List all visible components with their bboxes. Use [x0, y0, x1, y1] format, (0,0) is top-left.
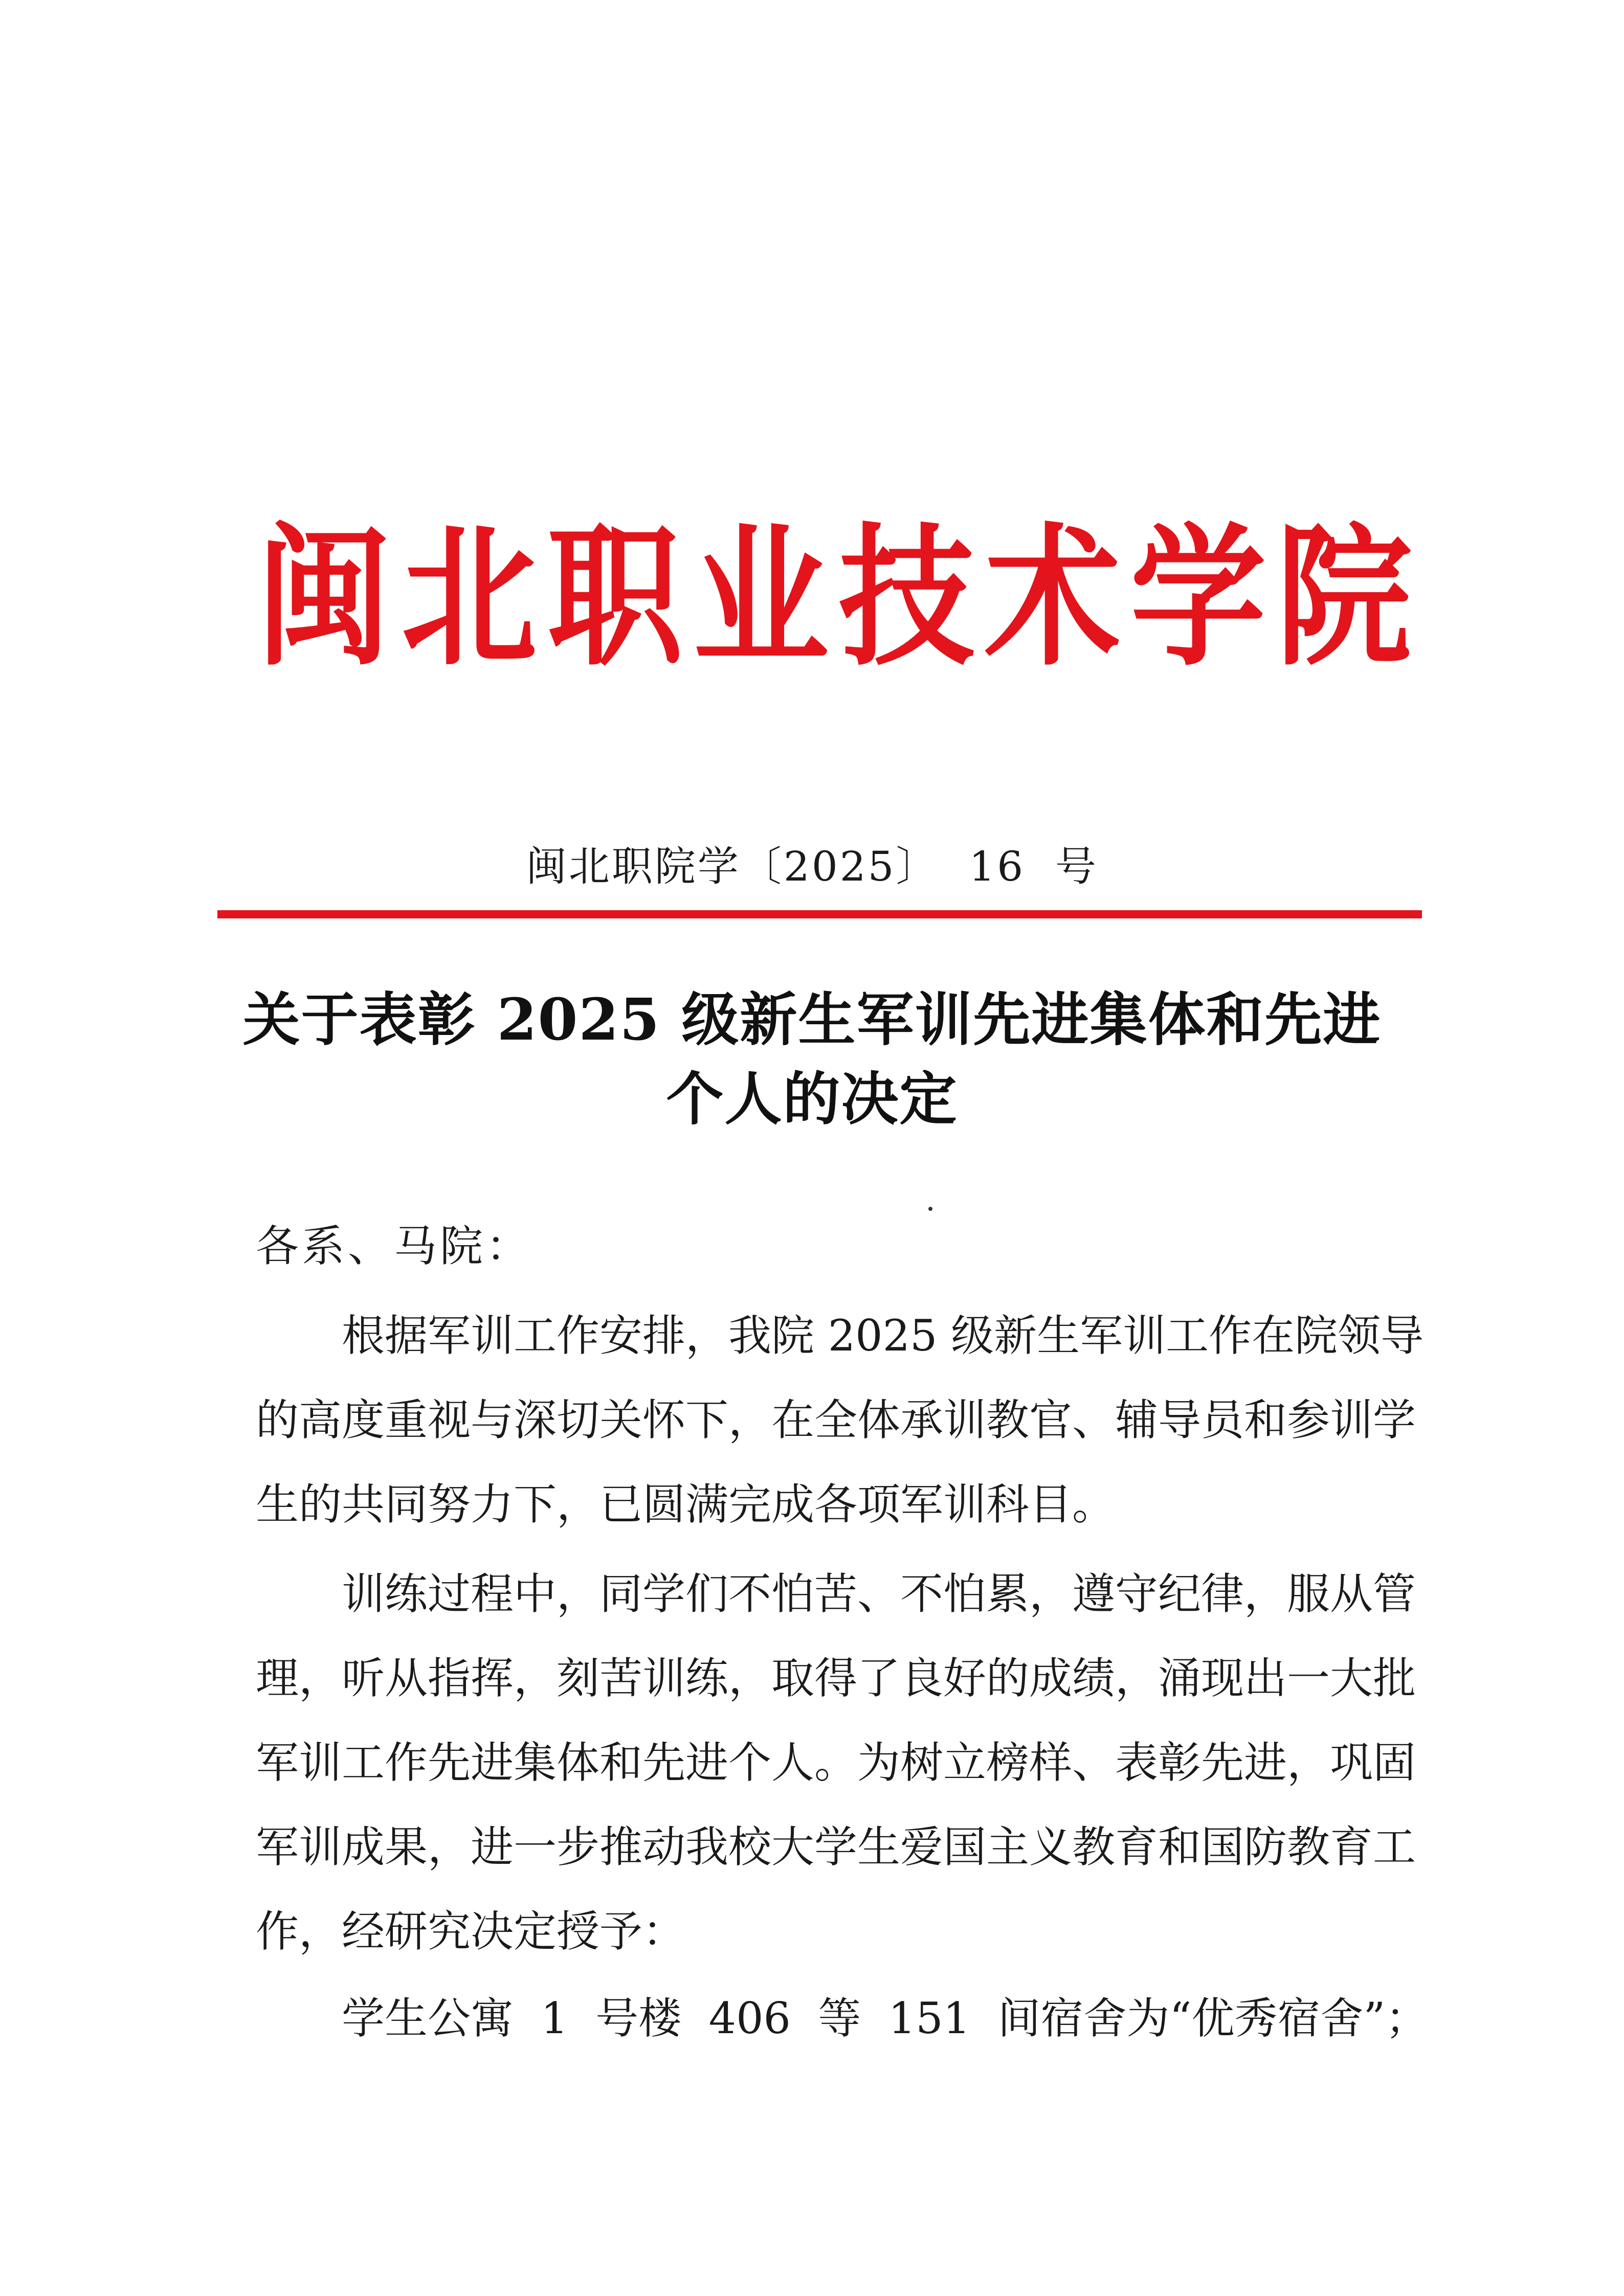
body-line: 生的共同努力下，已圆满完成各项军训科目。	[256, 1479, 1116, 1529]
red-divider-line	[217, 910, 1422, 918]
document-title-line-1: 关于表彰 2025 级新生军训先进集体和先进	[242, 986, 1382, 1053]
scan-speck	[928, 1207, 932, 1211]
masthead-institution-name	[256, 511, 1412, 685]
body-line: 军训成果，进一步推动我校大学生爱国主义教育和国防教育工	[256, 1822, 1416, 1872]
body-line: 根据军训工作安排，我院 2025 级新生军训工作在院领导	[342, 1311, 1424, 1361]
body-line: 军训工作先进集体和先进个人。为树立榜样、表彰先进，巩固	[256, 1738, 1416, 1788]
body-line: 作，经研究决定授予：	[256, 1906, 686, 1956]
masthead-char: 职	[547, 509, 683, 686]
masthead-char: 业	[693, 509, 829, 686]
masthead-char: 闽	[256, 509, 391, 686]
masthead-char: 北	[402, 509, 537, 686]
masthead-char: 院	[1276, 509, 1412, 686]
body-line: 的高度重视与深切关怀下，在全体承训教官、辅导员和参训学	[256, 1395, 1416, 1445]
salutation: 各系、马院：	[256, 1221, 532, 1271]
body-line: 理，听从指挥，刻苦训练，取得了良好的成绩，涌现出一大批	[256, 1653, 1416, 1703]
body-line: 学生公寓 1 号楼 406 等 151 间宿舍为“优秀宿舍”；	[342, 1993, 1429, 2043]
document-number: 闽北职院学〔2025〕 16 号	[525, 843, 1099, 890]
body-line: 训练过程中，同学们不怕苦、不怕累，遵守纪律，服从管	[342, 1569, 1416, 1619]
masthead-char: 术	[985, 509, 1120, 686]
masthead-char: 学	[1130, 509, 1266, 686]
document-title-line-2: 个人的决定	[666, 1066, 958, 1133]
masthead-char: 技	[839, 509, 974, 686]
